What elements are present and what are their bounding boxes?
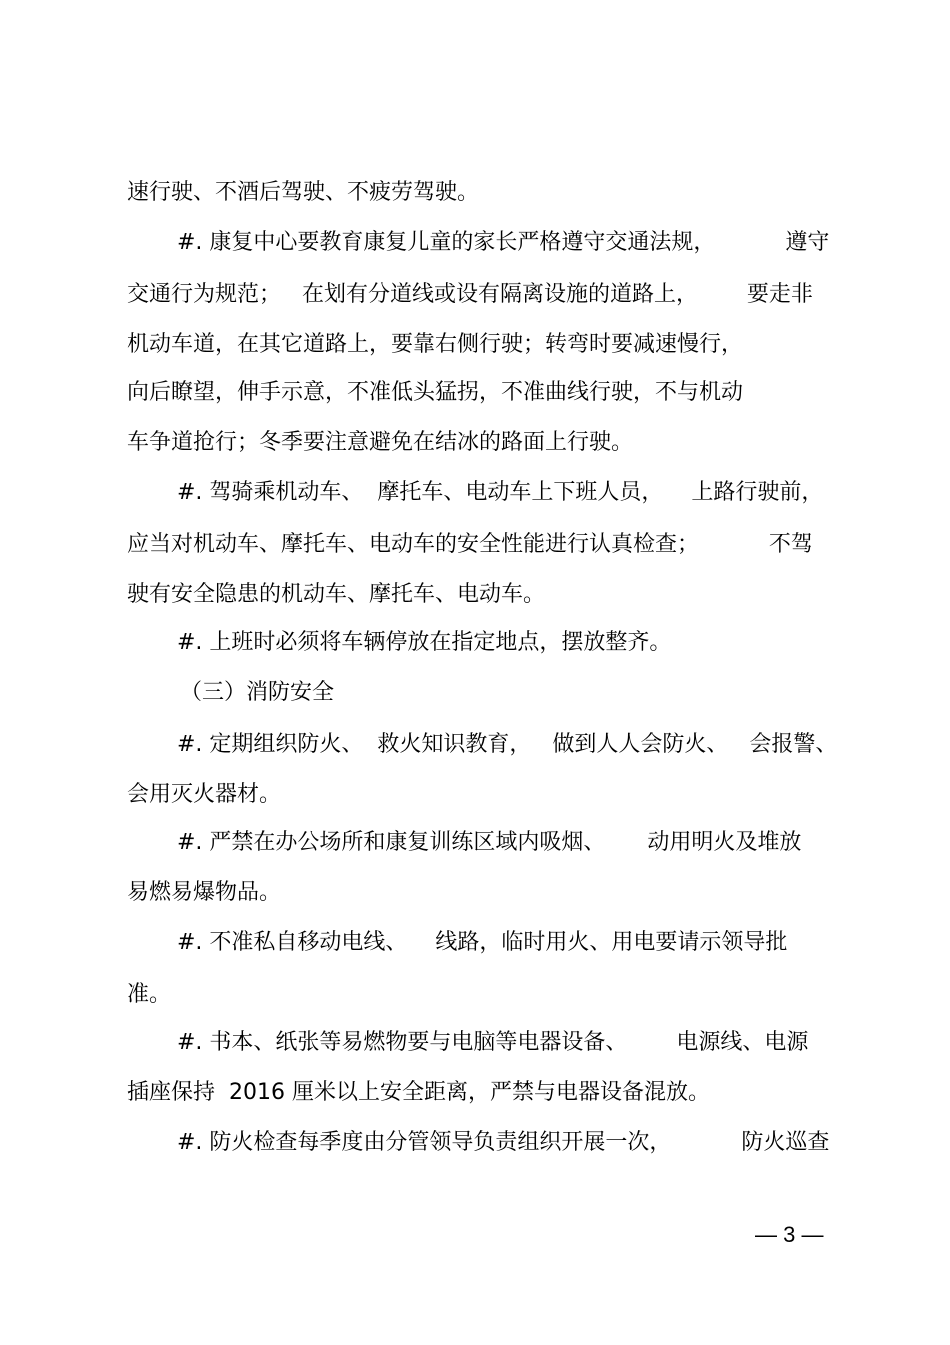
text-line: 准。 [127, 982, 172, 1007]
text-line: 应当对机动车、摩托车、电动车的安全性能进行认真检查； 不驾 [127, 532, 813, 557]
text-line: 车争道抢行；冬季要注意避免在结冰的路面上行驶。 [127, 430, 634, 455]
text-line: #. 不准私自移动电线、 线路，临时用火、用电要请示领导批 [177, 930, 788, 955]
text-line: 易燃易爆物品。 [127, 880, 282, 905]
text-line: #. 严禁在办公场所和康复训练区域内吸烟、 动用明火及堆放 [177, 830, 802, 855]
text-line: 插座保持 2016 厘米以上安全距离，严禁与电器设备混放。 [127, 1080, 710, 1105]
section-heading: （三）消防安全 [180, 680, 335, 705]
text-line: #. 康复中心要教育康复儿童的家长严格遵守交通法规， 遵守 [177, 230, 830, 255]
text-line: 机动车道，在其它道路上，要靠右侧行驶；转弯时要减速慢行， [127, 332, 744, 357]
text-line: 会用灭火器材。 [127, 782, 282, 807]
text-line: 交通行为规范； 在划有分道线或设有隔离设施的道路上， 要走非 [127, 282, 813, 307]
text-line: 速行驶、不酒后驾驶、不疲劳驾驶。 [127, 180, 480, 205]
text-line: #. 上班时必须将车辆停放在指定地点，摆放整齐。 [177, 630, 672, 655]
text-line: #. 定期组织防火、 救火知识教育， 做到人人会防火、 会报警、 [177, 732, 838, 757]
text-line: #. 防火检查每季度由分管领导负责组织开展一次， 防火巡查 [177, 1130, 830, 1155]
text-line: 向后瞭望，伸手示意，不准低头猛拐，不准曲线行驶，不与机动 [127, 380, 744, 405]
page-number: — 3 — [755, 1222, 824, 1247]
text-line: 驶有安全隐患的机动车、摩托车、电动车。 [127, 582, 546, 607]
text-line: #. 书本、纸张等易燃物要与电脑等电器设备、 电源线、电源 [177, 1030, 809, 1055]
text-line: #. 驾骑乘机动车、 摩托车、电动车上下班人员， 上路行驶前， [177, 480, 824, 505]
